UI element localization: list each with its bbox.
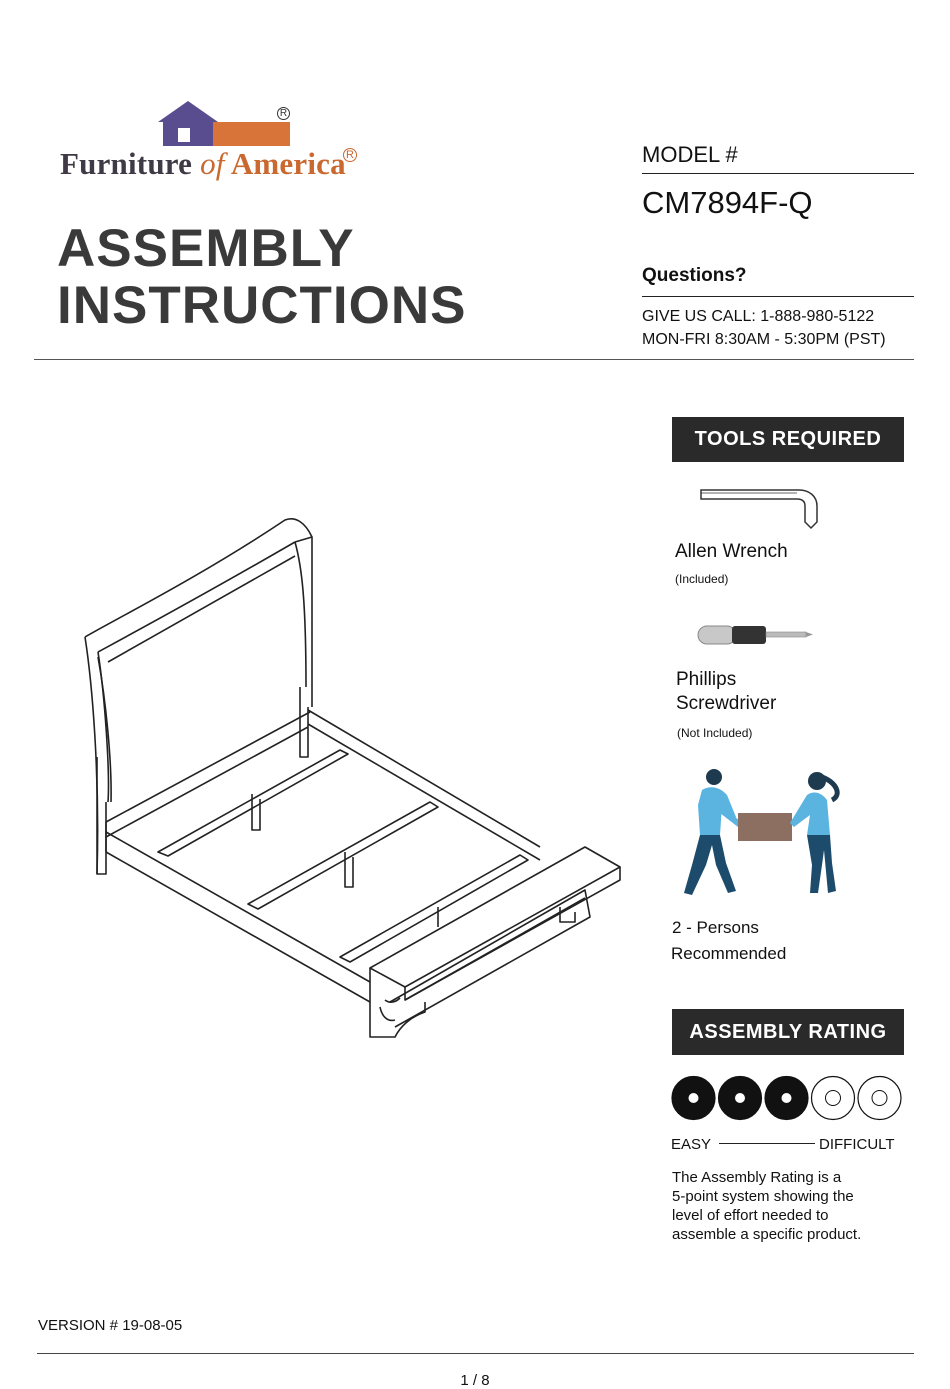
header-divider: [34, 359, 914, 360]
furniture-of-america-house-logo-icon: [150, 98, 300, 150]
rating-easy-label: EASY: [671, 1136, 712, 1153]
rating-dot-center: [735, 1093, 745, 1103]
persons-recommended-label: Recommended: [671, 944, 787, 963]
registered-mark: R: [277, 107, 290, 120]
business-hours: MON-FRI 8:30AM - 5:30PM (PST): [642, 331, 886, 348]
questions-heading: Questions?: [642, 265, 747, 286]
sleigh-bed-illustration: [80, 512, 625, 1042]
brand-registered-mark: R: [343, 148, 357, 162]
rating-dot-empty: [858, 1077, 901, 1120]
two-persons-carrying-icon: [672, 765, 852, 905]
phone-number: GIVE US CALL: 1-888-980-5122: [642, 308, 875, 325]
rating-dot-center: [782, 1093, 792, 1103]
tools-required-header: TOOLS REQUIRED: [672, 417, 904, 462]
rating-description-line: The Assembly Rating is a: [672, 1169, 842, 1186]
rating-scale-line: [719, 1143, 815, 1144]
brand-name: Furniture of America: [60, 146, 346, 181]
screwdriver-label: Screwdriver: [676, 693, 777, 714]
rating-description-line: assemble a specific product.: [672, 1226, 862, 1243]
rating-dot-center: [689, 1093, 699, 1103]
persons-count-label: 2 - Persons: [672, 918, 759, 937]
rating-description-line: 5-point system showing the: [672, 1188, 854, 1205]
screwdriver-note: (Not Included): [677, 726, 753, 740]
rating-description-line: level of effort needed to: [672, 1207, 829, 1224]
page-number: 1 / 8: [460, 1372, 490, 1389]
phillips-screwdriver-icon: [696, 622, 816, 648]
divider: [642, 296, 914, 297]
model-number: CM7894F-Q: [642, 185, 813, 220]
allen-wrench-note: (Included): [675, 572, 729, 586]
assembly-rating-dots: [671, 1075, 906, 1121]
phillips-label: Phillips: [676, 669, 737, 690]
title-assembly: ASSEMBLY: [57, 219, 355, 278]
allen-wrench-icon: [699, 486, 825, 532]
title-instructions: INSTRUCTIONS: [57, 276, 467, 335]
allen-wrench-label: Allen Wrench: [675, 541, 788, 562]
model-label: MODEL #: [642, 142, 738, 167]
footer-divider: [37, 1353, 914, 1354]
version-label: VERSION # 19-08-05: [38, 1317, 183, 1334]
rating-difficult-label: DIFFICULT: [819, 1136, 895, 1153]
rating-dot-empty: [812, 1077, 855, 1120]
assembly-rating-header: ASSEMBLY RATING: [672, 1009, 904, 1055]
divider: [642, 173, 914, 174]
